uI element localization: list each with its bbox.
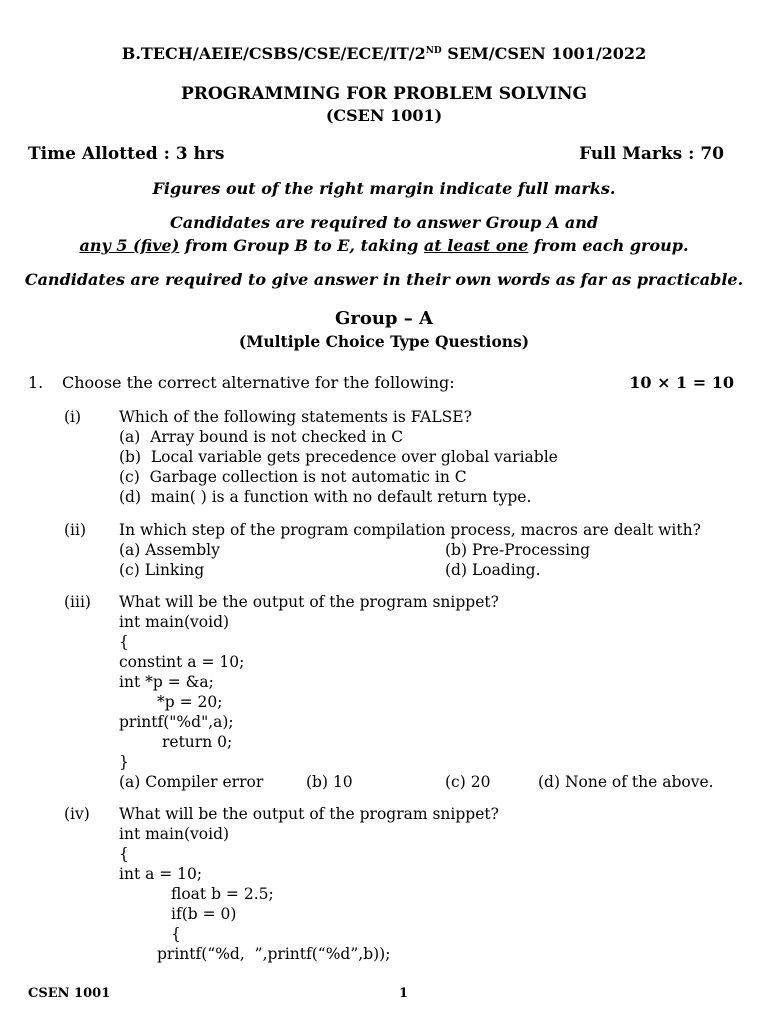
subquestion-stem: What will be the output of the program snippet?: [119, 805, 499, 823]
instruction-at-least-one: at least one: [423, 236, 529, 255]
option-c: (c) Garbage collection is not automatic in C: [119, 468, 467, 486]
option-a: (a) Array bound is not checked in C: [119, 428, 404, 446]
code-line: printf(“%d, ”,printf(“%d”,b));: [157, 945, 391, 963]
code-line: printf("%d",a);: [119, 713, 234, 731]
instruction-text: from each group.: [528, 236, 689, 255]
code-line: int *p = &a;: [119, 673, 214, 691]
option-b: (b) Local variable gets precedence over global variable: [119, 448, 558, 466]
code-line: {: [119, 633, 129, 651]
instruction-margin-marks: Figures out of the right margin indicate full marks.: [152, 179, 616, 198]
option-a: (a) Compiler error: [119, 773, 264, 791]
subquestion-number: (iii): [64, 593, 91, 611]
code-line: constint a = 10;: [119, 653, 245, 671]
subquestion-number: (i): [64, 408, 82, 426]
code-line: {: [171, 925, 181, 943]
footer-course-code: CSEN 1001: [28, 986, 111, 1001]
course-line-suffix: SEM/CSEN 1001/2022: [441, 44, 647, 63]
question-number: 1.: [28, 373, 44, 392]
course-line: [0, 44, 768, 63]
full-marks: Full Marks : 70: [579, 144, 724, 164]
subquestion-number: (ii): [64, 521, 87, 539]
code-line: return 0;: [162, 733, 233, 751]
subquestion-stem: What will be the output of the program snippet?: [119, 593, 499, 611]
option-d: (d) Loading.: [445, 561, 541, 579]
subquestion-stem: In which step of the program compilation process, macros are dealt with?: [119, 521, 701, 539]
time-allotted: Time Allotted : 3 hrs: [28, 144, 225, 164]
code-line: {: [119, 845, 129, 863]
code-line: if(b = 0): [171, 905, 237, 923]
instruction-answer-group-a: Candidates are required to answer Group A and: [169, 213, 599, 232]
code-line: }: [119, 753, 129, 771]
question-text: Choose the correct alternative for the following:: [62, 373, 455, 392]
code-line: *p = 20;: [157, 693, 223, 711]
subquestion-stem: Which of the following statements is FALSE?: [119, 408, 472, 426]
exam-title: PROGRAMMING FOR PROBLEM SOLVING: [181, 84, 587, 104]
page-number: 1: [399, 986, 409, 1001]
option-d: (d) main( ) is a function with no default return type.: [119, 488, 532, 506]
option-a: (a) Assembly: [119, 541, 220, 559]
code-line: int a = 10;: [119, 865, 203, 883]
instruction-text: from Group B to E, taking: [179, 236, 424, 255]
group-title: Group – A: [334, 308, 434, 329]
code-line: int main(void): [119, 613, 230, 631]
option-b: (b) 10: [306, 773, 353, 791]
course-line-prefix: B.TECH/AEIE/CSBS/CSE/ECE/IT/2: [121, 44, 426, 63]
subquestion-number: (iv): [64, 805, 90, 823]
option-d: (d) None of the above.: [538, 773, 714, 791]
question-marks: 10 × 1 = 10: [629, 373, 734, 392]
instruction-group-selection: [0, 236, 768, 255]
instruction-any-five: any 5 (five): [79, 236, 180, 255]
course-line-superscript: ND: [425, 46, 442, 56]
option-c: (c) 20: [445, 773, 491, 791]
exam-code: (CSEN 1001): [325, 106, 443, 125]
option-b: (b) Pre-Processing: [445, 541, 590, 559]
instruction-own-words: Candidates are required to give answer in their own words as far as practicable.: [24, 270, 744, 289]
option-c: (c) Linking: [119, 561, 205, 579]
group-subtitle: (Multiple Choice Type Questions): [238, 332, 530, 351]
code-line: float b = 2.5;: [171, 885, 274, 903]
code-line: int main(void): [119, 825, 230, 843]
